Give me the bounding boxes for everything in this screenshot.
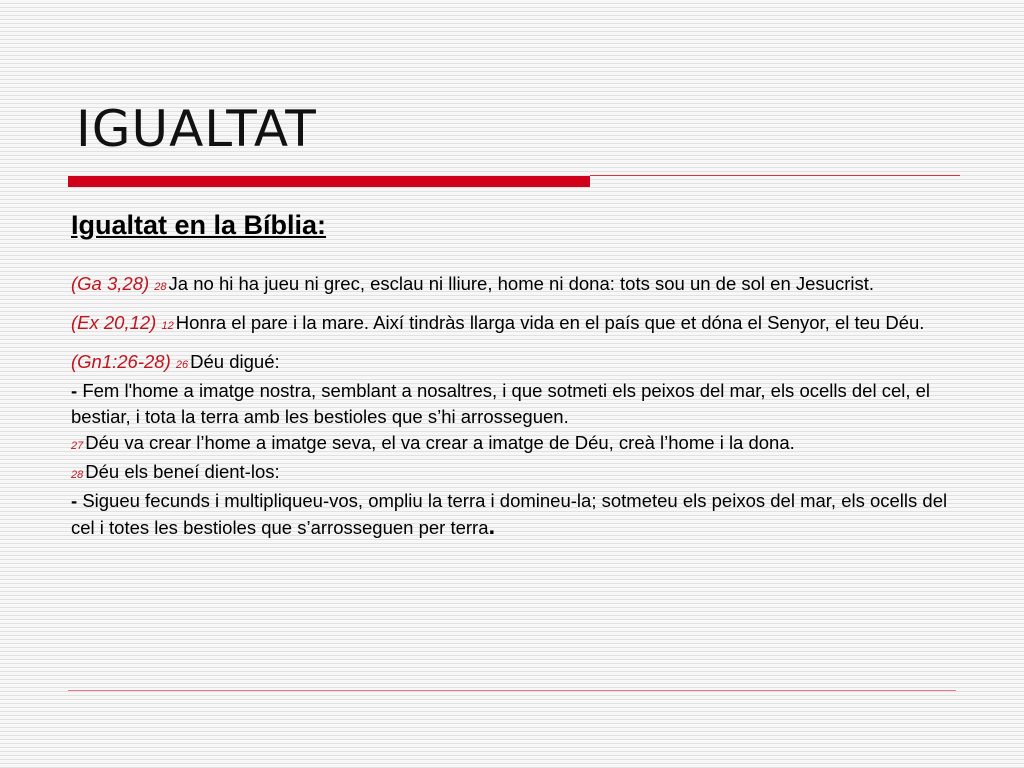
passage-text: Sigueu fecunds i multipliqueu-vos, ompliu la terra i domineu-la; sotmeteu els peixos del mar, els ocells del cel i totes les bestioles que s’arrosseguen per terra [71,490,948,538]
slide-content [71,210,961,551]
passage-text: Déu va crear l’home a imatge seva, el va crear a imatge de Déu, creà l’home i la dona. [85,432,795,453]
passage-reference: (Ga 3,28) [71,273,150,294]
slide-title: IGUALTAT [76,100,317,158]
verse-number: 28 [154,281,167,293]
title-underline-thin [590,175,960,176]
verse-number: 12 [161,320,174,332]
passage-text: Déu els beneí dient-los: [85,461,280,482]
closing-period: . [488,513,496,540]
dialogue-dash: - [71,490,78,511]
bottom-divider [68,690,956,691]
passage-text: Honra el pare i la mare. Així tindràs llarga vida en el país que et dóna el Senyor, el teu Déu. [175,312,925,333]
passage-exodus [71,310,961,339]
passage-reference: (Ex 20,12) [71,312,157,333]
title-underline-thick [68,176,590,187]
slide-subtitle: Igualtat en la Bíblia: [71,210,327,240]
verse-number: 27 [71,440,84,452]
passage-reference: (Gn1:26-28) [71,351,171,372]
dialogue-dash: - [71,380,78,401]
passage-galatians [71,271,961,300]
passage-text: Déu digué: [190,351,280,372]
verse-number: 28 [71,469,84,481]
verse-number: 26 [175,359,189,371]
passage-text: Fem l'home a imatge nostra, semblant a nosaltres, i que sotmeti els peixos del mar, els ocells del cel, el bestiar, i tota la terra amb les bestioles que s’hi arrosseguen. [71,380,931,427]
passage-text: Ja no hi ha jueu ni grec, esclau ni lliure, home ni dona: tots sou un de sol en Jesucrist. [168,273,875,294]
passage-genesis [71,349,961,541]
